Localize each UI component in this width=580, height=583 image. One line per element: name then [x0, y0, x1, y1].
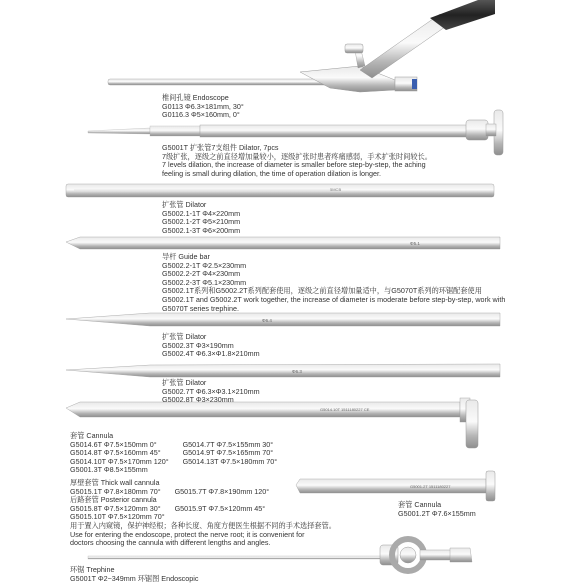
dilator-3-title: 扩张管 Dilator	[162, 378, 207, 387]
engraving-d3: Φ6.4	[262, 318, 272, 323]
guide-bar-caption	[162, 253, 505, 313]
dilator-4-illustration	[66, 364, 500, 377]
posterior-cannula-note-en-2: doctors choosing the cannula with different lengths and angles.	[70, 538, 271, 548]
dilator-2-caption	[162, 333, 260, 359]
dilator-3-item-2: G5002.8T Φ3×230mm	[162, 395, 234, 405]
dilator-set-desc-en-2: feeling is small during dilation, the time of operation dilation is longer.	[162, 168, 381, 178]
thick-cannula-caption	[70, 479, 336, 548]
cannula-item: G5014.10T Φ7.5×170mm 120°	[70, 456, 169, 466]
endoscope-item-1: G0113 Φ6.3×181mm, 30°	[162, 101, 244, 111]
dilator-2-item-2: G5002.4T Φ6.3×Φ1.8×210mm	[162, 349, 260, 359]
dilator-set-desc-en-1: 7 levels dilation, the increase of diameter is smaller before step-by-step, the aching	[162, 160, 426, 170]
engraving-small: G5001.2T 1511180227	[410, 484, 451, 489]
dilator-1-item-3: G5002.1-3T Φ6×200mm	[162, 225, 241, 235]
dilator-set-desc-cn: 7级扩张，逐级之前直径增加量较小，逐级扩张时患者疼痛感弱，手术扩张时间较长。	[162, 151, 432, 161]
trephine-item: G5001T Φ2~349mm 环锯图 Endoscopic	[70, 573, 199, 583]
cannula-item: G5014.9T Φ7.5×165mm 70°	[182, 448, 274, 458]
cannula-item: G5014.6T Φ7.5×150mm 0°	[70, 439, 157, 449]
cannula-item: G5001.3T Φ8.5×155mm	[70, 465, 148, 475]
engraving-d4: Φ6.3	[292, 369, 302, 374]
posterior-cannula-item-1: G5015.8T Φ7.5×120mm 30°	[70, 503, 161, 513]
engraving-cannula: G5014.10T 1511180227 CE	[320, 407, 370, 412]
guide-bar-note-en-2: G5070T series trephine.	[162, 303, 239, 313]
guide-bar-item-3: G5002.2-3T Φ5.1×230mm	[162, 277, 247, 287]
cannula-small-title: 套管 Cannula	[398, 500, 442, 509]
guide-bar-note-en-1: G5002.1T and G5002.2T work together, the increase of diameter is moderate before step-by-step, work with	[162, 294, 506, 304]
guide-bar-item-1: G5002.2-1T Φ2.5×230mm	[162, 260, 247, 270]
guide-bar-item-2: G5002.2-2T Φ4×230mm	[162, 269, 241, 279]
endoscope-illustration	[108, 0, 495, 92]
trephine-title: 环锯 Trephine	[70, 565, 115, 574]
cannula-item: G5014.8T Φ7.5×160mm 45°	[70, 448, 161, 458]
dilator-1-title: 扩张管 Dilator	[162, 200, 207, 209]
posterior-cannula-title: 后路套管 Posterior cannula	[70, 495, 157, 505]
cannula-caption	[70, 432, 291, 475]
posterior-cannula-note-cn: 用于置入内窥镜，保护神经根；各种长度、角度方便医生根据不同的手术选择套管。	[70, 520, 336, 530]
dilator-set-title: G5001T 扩张管7支组件 Dilator, 7pcs	[162, 143, 279, 152]
thick-cannula-item-1: G5015.1T Φ7.8×180mm 70°	[70, 486, 161, 496]
dilator-2-title: 扩张管 Dilator	[162, 332, 207, 341]
dilator-1-item-2: G5002.1-2T Φ5×210mm	[162, 217, 241, 227]
dilator-3-item-1: G5002.7T Φ6.3×Φ3.1×210mm	[162, 386, 260, 396]
engraving-d2: Φ5.1	[410, 241, 420, 246]
dilator-1-caption	[162, 201, 240, 235]
thick-cannula-item-2: G5015.7T Φ7.8×190mm 120°	[174, 486, 270, 496]
dilator-1-illustration	[66, 184, 494, 197]
dilator-2-item-1: G5002.3T Φ3×190mm	[162, 340, 234, 350]
posterior-cannula-item-3: G5015.10T Φ7.5×120mm 70°	[70, 512, 165, 522]
engraving-d1: 5MCB	[330, 187, 342, 192]
cannula-title: 套管 Cannula	[70, 431, 114, 440]
cannula-small-item: G5001.2T Φ7.6×155mm	[398, 508, 476, 518]
dilator-3-illustration	[66, 313, 500, 326]
posterior-cannula-note-en-1: Use for entering the endoscope, protect the nerve root; it is convenient for	[70, 529, 305, 539]
thick-cannula-title: 厚壁套管 Thick wall cannula	[70, 478, 160, 487]
dilator-1-item-1: G5002.1-1T Φ4×220mm	[162, 208, 241, 218]
guide-bar-note-cn: G5002.1T系列和G5002.2T系列配套使用，逐级之前直径增加量适中，与G5070T系列的环锯配套使用	[162, 286, 482, 296]
dilator-set-caption	[162, 144, 432, 178]
cannula-small-caption	[398, 501, 476, 518]
endoscope-caption	[162, 94, 244, 120]
guide-bar-title: 导杆 Guide bar	[162, 252, 210, 261]
dilator-3-caption	[162, 379, 260, 405]
posterior-cannula-item-2: G5015.9T Φ7.5×120mm 45°	[174, 503, 266, 513]
trephine-caption	[70, 566, 198, 583]
endoscope-item-2: G0116.3 Φ5×160mm, 0°	[162, 110, 240, 120]
endoscope-title: 椎间孔镜 Endoscope	[162, 93, 229, 102]
cannula-item: G5014.7T Φ7.5×155mm 30°	[182, 439, 274, 449]
cannula-item: G5014.13T Φ7.5×180mm 70°	[182, 456, 278, 466]
dilator-2-illustration	[66, 237, 500, 249]
